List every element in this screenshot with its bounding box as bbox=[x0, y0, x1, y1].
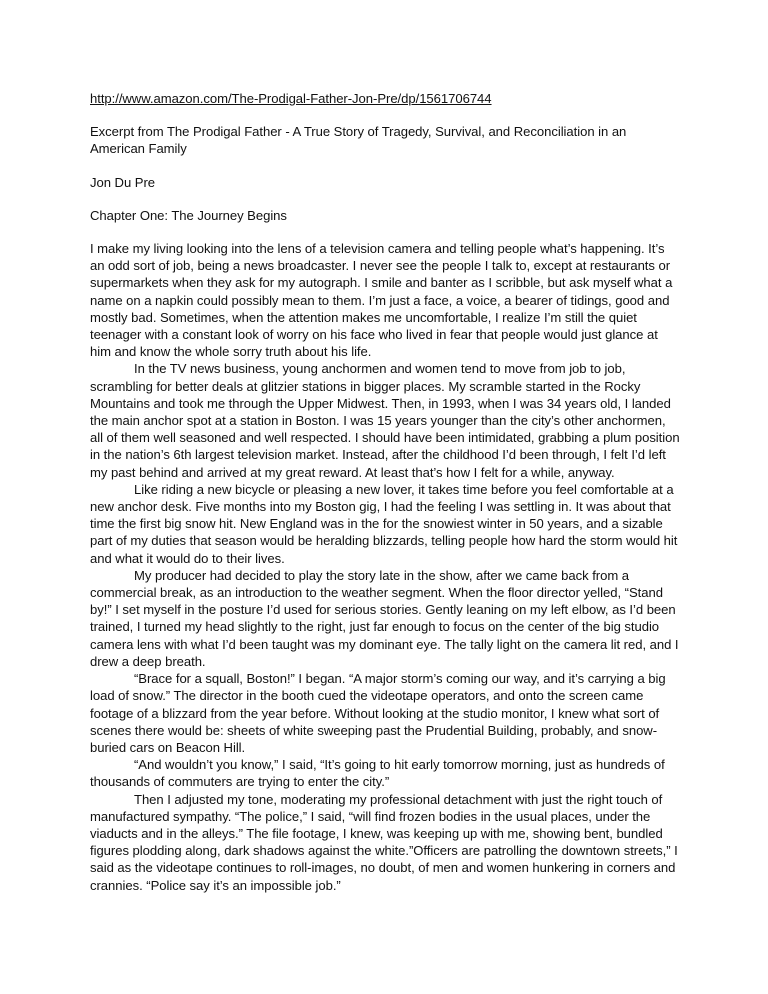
chapter-heading: Chapter One: The Journey Begins bbox=[90, 207, 287, 223]
paragraph: In the TV news business, young anchormen and women tend to move from job to job, scrambling for better deals at glitzier stations in bigger places. My scramble started in the Rocky Mountains and took me through the Upper Midwest. Then, in 1993, when I was 34 years old, I landed the main anchor spot at a station in Boston. I was 15 years younger than the city’s other anchormen, all of them well seasoned and well respected. I should have been intimidated, grabbing a plum position in the nation’s 6th largest television market. Instead, after the childhood I’d been through, I felt I’d left my past behind and arrived at my great reward. At least that’s how I felt for a while, anyway. bbox=[90, 361, 680, 480]
paragraph: “And wouldn’t you know,” I said, “It’s going to hit early tomorrow morning, just as hundreds of thousands of commuters are trying to enter the city.” bbox=[90, 757, 665, 790]
document-page bbox=[90, 90, 680, 894]
amazon-link[interactable]: http://www.amazon.com/The-Prodigal-Father-Jon-Pre/dp/1561706744 bbox=[90, 91, 492, 106]
paragraph: Like riding a new bicycle or pleasing a new lover, it takes time before you feel comfortable at a new anchor desk. Five months into my Boston gig, I had the feeling I was settling in. It was about that time the first big snow hit. New England was in the for the snowiest winter in 50 years, and a sizable part of my duties that season would be heralding blizzards, telling people how hard the storm would hit and what it would do to their lives. bbox=[90, 481, 678, 566]
paragraph: Then I adjusted my tone, moderating my professional detachment with just the right touch of manufactured sympathy. “The police,” I said, “will find frozen bodies in the usual places, under the viaducts and in the alleys.” The file footage, I knew, was keeping up with me, showing bent, bundled figures plodding along, dark shadows against the white.”Officers are patrolling the downtown streets,” I said as the videotape continues to roll-images, no doubt, of men and women hunkering in corners and crannies. “Police say it’s an impossible job.” bbox=[90, 791, 678, 893]
url-block bbox=[90, 90, 680, 107]
paragraph: My producer had decided to play the story late in the show, after we came back from a commercial break, as an introduction to the weather segment. When the floor director yelled, “Stand by!” I set myself in the posture I’d used for serious stories. Gently leaning on my left elbow, as I’d been trained, I turned my head slightly to the right, just far enough to focus on the center of the big studio camera lens with what I’d been taught was my dominant eye. The tally light on the camera lit red, and I drew a deep breath. bbox=[90, 567, 679, 669]
paragraph: “Brace for a squall, Boston!” I began. “A major storm’s coming our way, and it’s carrying a big load of snow.” The director in the booth cued the videotape operators, and onto the screen came footage of a blizzard from the year before. Without looking at the studio monitor, I knew what sort of scenes there would be: sheets of white sweeping past the Prudential Building, probably, and snow-buried cars on Beacon Hill. bbox=[90, 671, 666, 755]
paragraph: I make my living looking into the lens of a television camera and telling people what’s happening. It’s an odd sort of job, being a news broadcaster. I never see the people I talk to, except at restaurants or supermarkets when they ask for my autograph. I smile and banter as I scribble, but ask myself what a name on a napkin could possibly mean to them. I’m just a face, a voice, a bearer of tidings, good and mostly bad. Sometimes, when the attention makes me uncomfortable, I realize I’m still the quiet teenager with a constant look of worry on his face who lived in fear that people would just glance at him and know the whole sorry truth about his life. bbox=[90, 241, 673, 360]
excerpt-title: Excerpt from The Prodigal Father - A True Story of Tragedy, Survival, and Reconciliation in an American Family bbox=[90, 124, 627, 157]
body-text bbox=[90, 240, 680, 894]
author-name: Jon Du Pre bbox=[90, 174, 156, 190]
